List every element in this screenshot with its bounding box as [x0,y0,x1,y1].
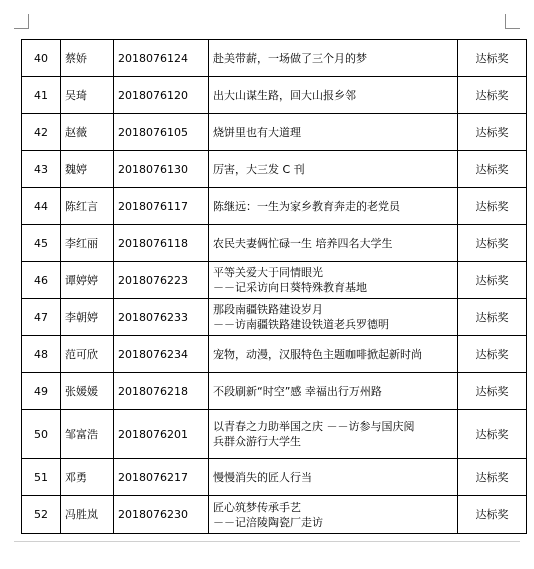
article-title-cell [209,188,458,225]
row-number-cell: 51 [22,459,61,496]
row-number-cell: 40 [22,40,61,77]
student-id-cell: 2018076118 [114,225,209,262]
article-title-cell [209,373,458,410]
author-name-cell: 蔡娇 [61,40,114,77]
article-title-line: 赴美带薪，一场做了三个月的梦 [213,51,367,65]
award-level-cell: 达标奖 [458,151,527,188]
article-title-cell [209,496,458,534]
page-corner-mark-right [505,14,520,29]
row-number-cell: 41 [22,77,61,114]
article-title-line: 以青春之力助举国之庆 －－访参与国庆阅 [213,420,415,433]
article-title-line: 匠心筑梦传承手艺 [213,500,301,514]
author-name-cell: 魏婷 [61,151,114,188]
table-row [22,373,527,410]
student-id-cell: 2018076130 [114,151,209,188]
student-id-cell: 2018076230 [114,496,209,534]
student-id-cell: 2018076234 [114,336,209,373]
award-level-cell: 达标奖 [458,373,527,410]
author-name-cell: 邹富浩 [61,410,114,459]
article-title-cell [209,40,458,77]
table-row [22,77,527,114]
award-level-cell: 达标奖 [458,496,527,534]
award-level-cell: 达标奖 [458,77,527,114]
article-title-cell [209,299,458,336]
row-number-cell: 52 [22,496,61,534]
author-name-cell: 吴琦 [61,77,114,114]
row-number-cell: 50 [22,410,61,459]
article-title-line: 宠物，动漫，汉服特色主题咖啡掀起新时尚 [213,347,422,361]
article-title-line: 厉害，大三发 C 刊 [213,162,305,176]
table-row [22,40,527,77]
article-title-cell [209,410,458,459]
table-row [22,114,527,151]
student-id-cell: 2018076217 [114,459,209,496]
author-name-cell: 赵薇 [61,114,114,151]
article-title-line: 陈继远：一生为家乡教育奔走的老党员 [213,199,400,213]
article-title-cell [209,77,458,114]
author-name-cell: 范可欣 [61,336,114,373]
article-title-cell [209,336,458,373]
award-level-cell: 达标奖 [458,459,527,496]
article-title-line: 不段刷新“时空”感 幸福出行万州路 [213,384,382,398]
row-number-cell: 43 [22,151,61,188]
table-row [22,188,527,225]
article-title-cell [209,459,458,496]
student-id-cell: 2018076105 [114,114,209,151]
article-title-cell [209,262,458,299]
award-table [21,39,527,534]
author-name-cell: 陈红言 [61,188,114,225]
table-row [22,496,527,534]
article-title-line: 烧饼里也有大道理 [213,125,301,139]
author-name-cell: 张媛媛 [61,373,114,410]
article-title-line: 那段南疆铁路建设岁月 [213,303,323,316]
award-level-cell: 达标奖 [458,188,527,225]
table-row [22,225,527,262]
award-level-cell: 达标奖 [458,40,527,77]
table-row [22,299,527,336]
award-level-cell: 达标奖 [458,410,527,459]
article-title-cell [209,151,458,188]
author-name-cell: 李朝婷 [61,299,114,336]
article-title-line: 兵群众游行大学生 [213,435,301,448]
row-number-cell: 44 [22,188,61,225]
row-number-cell: 42 [22,114,61,151]
row-number-cell: 45 [22,225,61,262]
row-number-cell: 48 [22,336,61,373]
row-number-cell: 46 [22,262,61,299]
row-number-cell: 47 [22,299,61,336]
award-level-cell: 达标奖 [458,114,527,151]
student-id-cell: 2018076117 [114,188,209,225]
table-row [22,262,527,299]
award-level-cell: 达标奖 [458,262,527,299]
award-level-cell: 达标奖 [458,225,527,262]
author-name-cell: 李红丽 [61,225,114,262]
table-row [22,151,527,188]
student-id-cell: 2018076233 [114,299,209,336]
article-title-cell [209,114,458,151]
student-id-cell: 2018076223 [114,262,209,299]
award-level-cell: 达标奖 [458,299,527,336]
article-title-line: 农民夫妻俩忙碌一生 培养四名大学生 [213,236,393,250]
student-id-cell: 2018076201 [114,410,209,459]
author-name-cell: 谭婷婷 [61,262,114,299]
table-row [22,336,527,373]
article-title-line: 出大山谋生路，回大山报乡邻 [213,88,356,102]
page-corner-mark-left [14,14,29,29]
article-title-line: 慢慢消失的匠人行当 [213,470,312,484]
table-row [22,410,527,459]
article-title-line: －－记采访向日葵特殊教育基地 [213,281,367,294]
author-name-cell: 冯胜岚 [61,496,114,534]
row-number-cell: 49 [22,373,61,410]
author-name-cell: 邓勇 [61,459,114,496]
award-table-body [22,40,527,534]
student-id-cell: 2018076124 [114,40,209,77]
article-title-cell [209,225,458,262]
page-bottom-margin-line [14,541,520,542]
award-level-cell: 达标奖 [458,336,527,373]
student-id-cell: 2018076120 [114,77,209,114]
article-title-line: －－访南疆铁路建设铁道老兵罗德明 [213,318,389,331]
article-title-line: 平等关爱大于同情眼光 [213,266,323,279]
table-row [22,459,527,496]
article-title-line: －－记涪陵陶瓷厂走访 [213,515,323,529]
student-id-cell: 2018076218 [114,373,209,410]
